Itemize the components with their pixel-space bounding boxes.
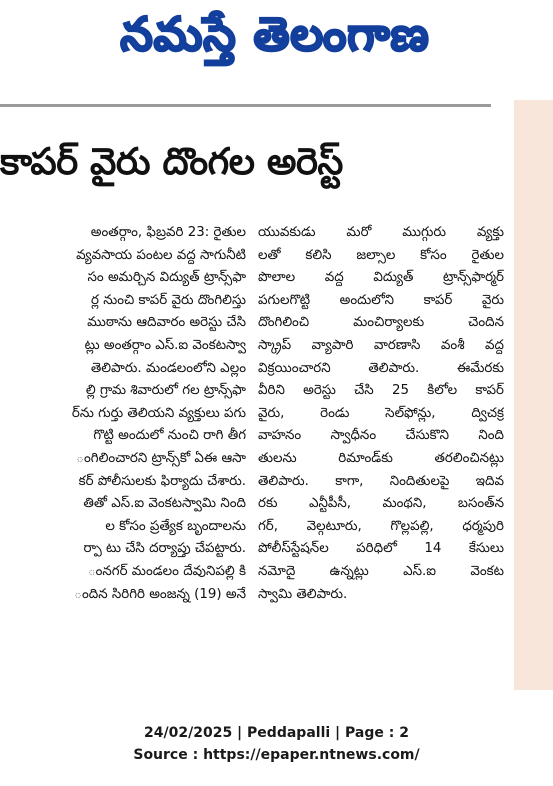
article-text-line: వాహనం స్వాధీనం చేసుకొని నింది (258, 428, 504, 444)
article-text-line: స్వామి తెలిపారు. (258, 586, 348, 602)
article-text-line: ల కోసం ప్రత్యేక బృందాలను (105, 518, 246, 534)
footer-dateline: 24/02/2025 | Peddapalli | Page : 2 (144, 725, 409, 741)
footer-source: Source : https://epaper.ntnews.com/ (133, 747, 420, 763)
article-text-line: పగులగొట్టి అందులోని కాపర్ వైరు (258, 292, 504, 308)
article-text-line: ట్లు అంతర్గాం ఎస్.ఐ వెంకటస్వా (84, 337, 246, 353)
article-text-line: ంగిలించారని ట్రాన్స్‌కో ఏఈ ఆసా (76, 450, 246, 466)
article-text-line: అంతర్గాం, ఫిబ్రవరి 23: రైతుల (90, 225, 246, 240)
article-column-right (258, 222, 504, 692)
article-column-left (0, 222, 246, 692)
article-text-line: స్క్రాప్ వ్యాపారి వారణాసి వంశీ వద్ద (258, 337, 504, 353)
article-text-line: వీరిని అరెస్టు చేసి 25 కిలోల కాపర్ (258, 383, 504, 399)
clipping-footer (0, 722, 553, 766)
article-text-line: ర్ల నుంచి కాపర్ వైరు దొంగిలిస్తు (91, 292, 246, 308)
article-text-line: విక్రయించారని తెలిపారు. ఈమేరకు (258, 360, 504, 376)
article-text-line: లతో కలిసి జల్సాల కోసం రైతుల (258, 247, 504, 263)
article-text-line: వైరు, రెండు సెల్‌ఫోన్లు, ద్విచక్ర (258, 405, 504, 421)
article-text-line: కర్ పోలీసులకు ఫిర్యాదు చేశారు. (78, 473, 246, 489)
article-text-line: తితో ఎస్.ఐ వెంకటస్వామి నింది (83, 496, 246, 512)
article-text-line: గొట్టి అందులో నుంచి రాగి తీగ (93, 428, 246, 444)
article-text-line: వ్యవసాయ పంటల వద్ద సాగునీటి (76, 247, 246, 263)
article-text-line: ర్‌ను గుర్తు తెలియని వ్యక్తులు పగు (71, 405, 246, 421)
article-text-line: నమోదై ఉన్నట్లు ఎస్.ఐ వెంకట (258, 563, 504, 579)
article-text-line: ముఠాను ఆదివారం అరెస్టు చేసి (87, 315, 246, 331)
adjacent-column-strip (514, 100, 553, 690)
article-text-line: రకు ఎన్టీపీసీ, మంథని, బసంత్‌న (258, 496, 504, 512)
newspaper-masthead (70, 4, 480, 76)
article-text-line: దొంగిలించి మంచిర్యాలకు చెందిన (258, 315, 504, 331)
article-text-line: ంనగర్ మండలం దేవునిపల్లి కి (87, 563, 246, 579)
article-text-line: ర్పా టు చేసి దర్యాప్తు చేపట్టారు. (83, 541, 246, 557)
article-text-line: యువకుడు మరో ముగ్గురు వ్యక్తు (258, 225, 504, 240)
article-text-line: తెలిపారు. కాగా, నిందితులపై ఇదివ (258, 473, 504, 489)
article-text-line: ల్లి గ్రామ శివారులో గల ట్రాన్స్‌ఫా (85, 383, 246, 399)
article-text-line: ందిన సిరిగిరి అంజన్న (19) అనే (74, 586, 246, 602)
article-text-line: గర్, వెల్గటూరు, గొల్లపల్లి, ధర్మపురి (258, 518, 504, 534)
article-text-line: తెలిపారు. మండలంలోని ఎల్లం (90, 360, 246, 376)
masthead-logo: నమస్తే తెలంగాణ (120, 7, 430, 61)
divider-rule (0, 104, 491, 107)
article-text-line: పొలాల వద్ద విద్యుత్ ట్రాన్స్‌ఫార్మర్ (258, 270, 504, 286)
article-text-line: తులను రిమాండ్‌కు తరలించినట్లు (258, 450, 504, 466)
article-text-line: పోలీస్‌స్టేషన్‌ల పరిధిలో 14 కేసులు (258, 541, 504, 557)
article-text-line: సం అమర్చిన విద్యుత్ ట్రాన్స్‌ఫా (87, 270, 246, 286)
article-headline: కాపర్ వైరు దొంగల అరెస్ట్ (0, 140, 343, 183)
